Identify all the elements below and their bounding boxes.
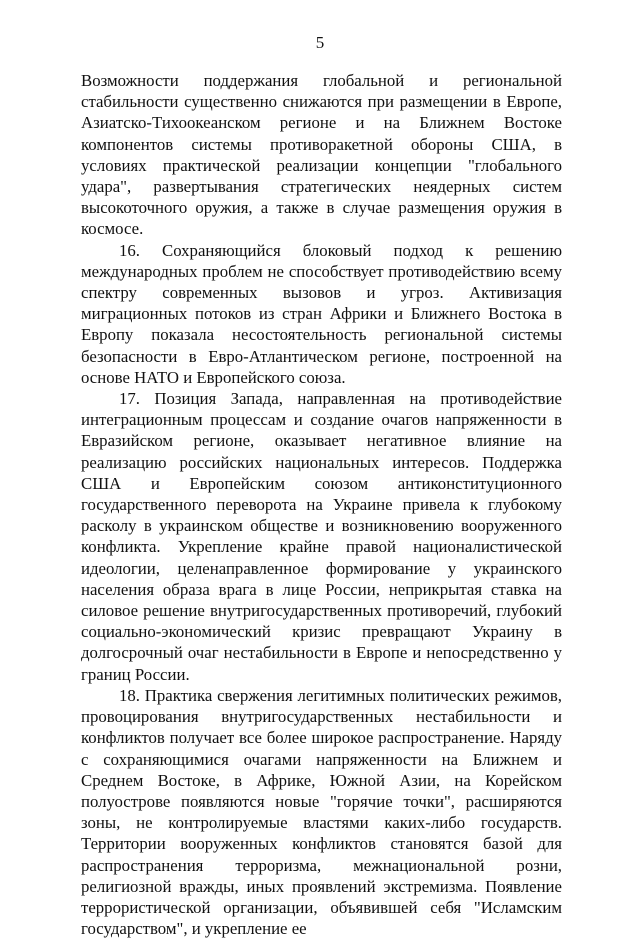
paragraph-continuation: Возможности поддержания глобальной и региональной стабильности существенно снижаются при размещении в Европе, Азиатско-Тихоокеанском регионе и на Ближнем Востоке компонентов системы противоракетной обороны США, в условиях практической реализации концепции "глобального удара", развертывания стратегических неядерных систем высокоточного оружия, а также в случае размещения оружия в космосе. [81,71,562,239]
paragraph-18: 18. Практика свержения легитимных политических режимов, провоцирования внутригосударственных нестабильности и конфликтов получает все более широкое распространение. Наряду с сохраняющимися очагами напряженности на Ближнем и Среднем Востоке, в Африке, Южной Азии, на Корейском полуострове появляются новые "горячие точки", расширяются зоны, не контролируемые властями каких-либо государств. Территории вооруженных конфликтов становятся базой для распространения терроризма, межнациональной розни, религиозной вражды, иных проявлений экстремизма. Появление террористической организации, объявившей себя "Исламским государством", и укрепление ее [81,685,562,939]
document-body [81,70,562,939]
page-number: 5 [315,33,325,52]
paragraph-16: 16. Сохраняющийся блоковый подход к решению международных проблем не способствует противодействию всему спектру современных вызовов и угроз. Активизация миграционных потоков из стран Африки и Ближнего Востока в Европу показала несостоятельность региональной системы безопасности в Евро-Атлантическом регионе, построенной на основе НАТО и Европейского союза. [81,240,562,387]
paragraph-17: 17. Позиция Запада, направленная на противодействие интеграционным процессам и создание очагов напряженности в Евразийском регионе, оказывает негативное влияние на реализацию российских национальных интересов. Поддержка США и Европейским союзом антиконституционного государственного переворота на Украине привела к глубокому расколу в украинском обществе и возникновению вооруженного конфликта. Укрепление крайне правой националистической идеологии, целенаправленное формирование у украинского населения образа врага в лице России, неприкрытая ставка на силовое решение внутригосударственных противоречий, глубокий социально-экономический кризис превращают Украину в долгосрочный очаг нестабильности в Европе и непосредственно у границ России. [81,389,562,684]
